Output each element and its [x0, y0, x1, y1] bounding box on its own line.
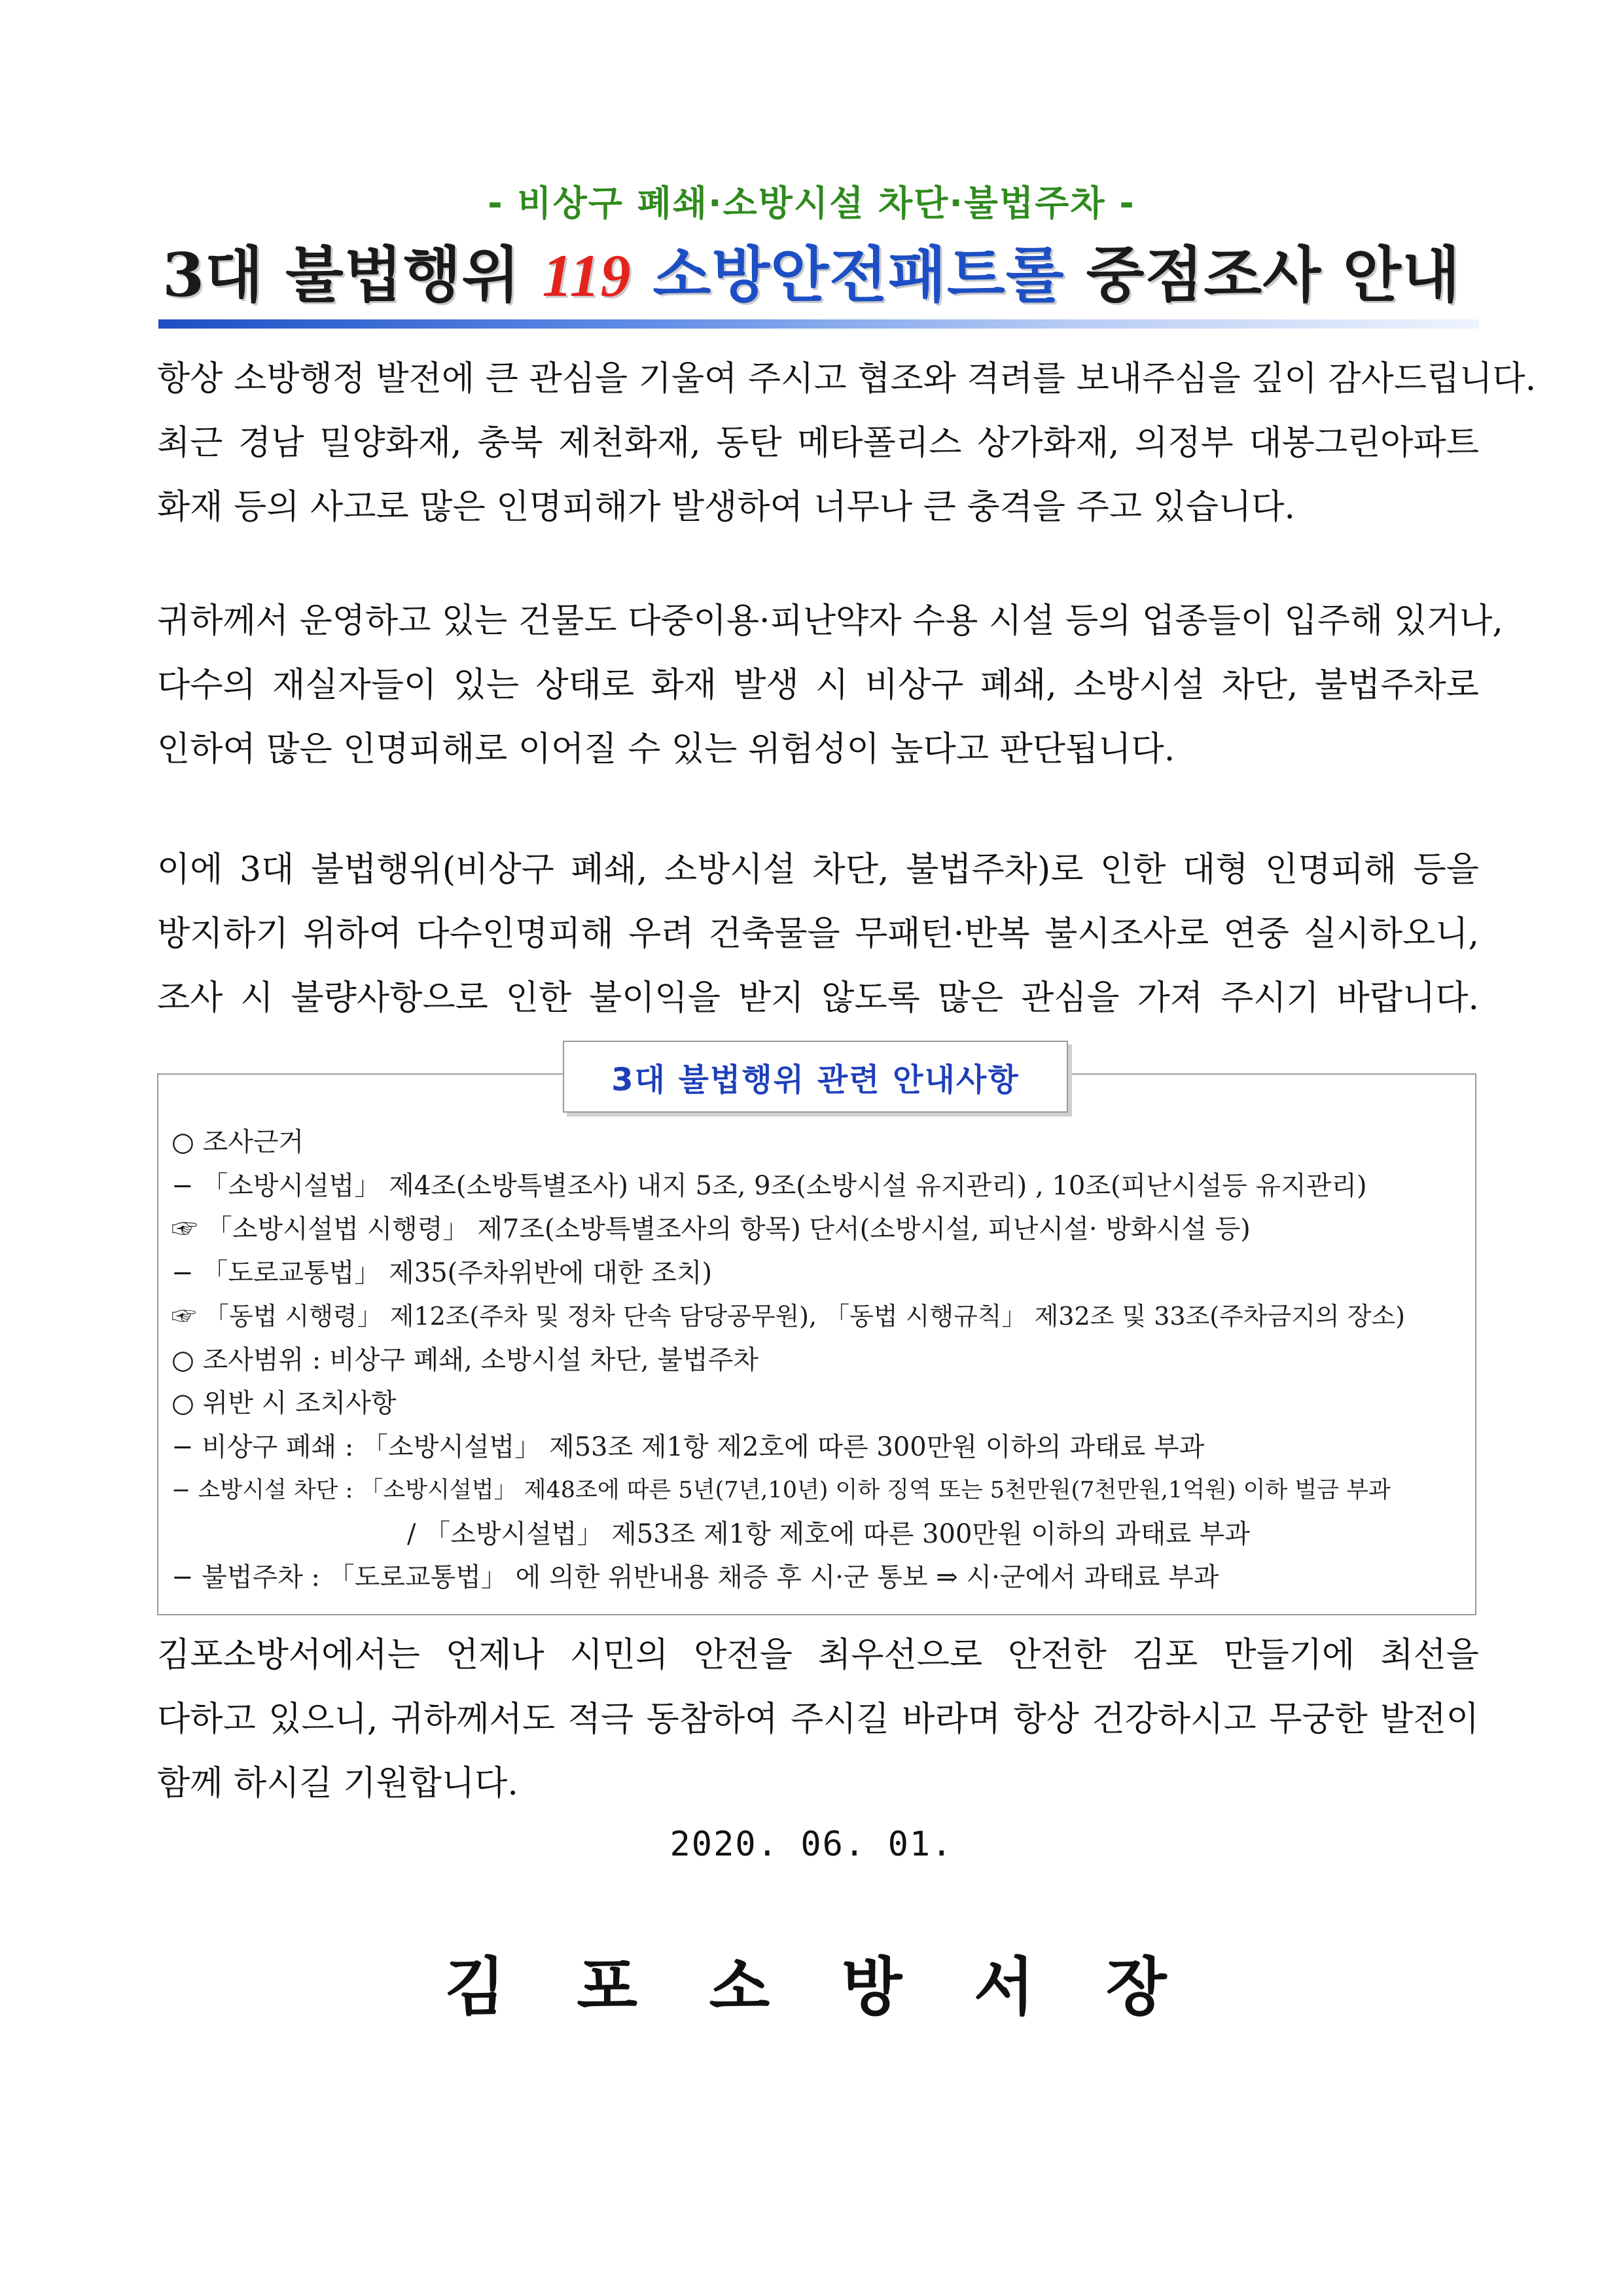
paragraph-line: 다하고 있으니, 귀하께서도 적극 동참하여 주시길 바라며 항상 건강하시고 무궁한 발전이	[157, 1700, 1479, 1739]
paragraph-line: 인하여 많은 인명피해로 이어질 수 있는 위험성이 높다고 판단됩니다.	[157, 730, 1175, 769]
info-line: − 불법주차 : 「도로교통법」 에 의한 위반내용 채증 후 시·군 통보 ⇒ 시·군에서 과태료 부과	[171, 1562, 1219, 1592]
info-line: − 소방시설 차단 : 「소방시설법」 제48조에 따른 5년(7년,10년) 이하 징역 또는 5천만원(7천만원,1억원) 이하 벌금 부과	[171, 1477, 1391, 1503]
title-part-4: 중점조사 안내	[1064, 240, 1461, 310]
title-part-119: 119	[542, 242, 632, 309]
info-line: ☞ 「소방시설법 시행령」 제7조(소방특별조사의 항목) 단서(소방시설, 피난시설· 방화시설 등)	[171, 1214, 1251, 1244]
paragraph-line: 방지하기 위하여 다수인명피해 우려 건축물을 무패턴·반복 불시조사로 연중 실시하오니,	[157, 914, 1479, 954]
paragraph-inspection	[157, 838, 1479, 1030]
document-subtitle: - 비상구 폐쇄·소방시설 차단·불법주차 -	[488, 183, 1135, 224]
paragraph-line: 조사 시 불량사항으로 인한 불이익을 받지 않도록 많은 관심을 가져 주시기 바랍니다.	[157, 978, 1479, 1018]
paragraph-line: 함께 하시길 기원합니다.	[157, 1764, 518, 1803]
info-line: ○ 조사범위 : 비상구 폐쇄, 소방시설 차단, 불법주차	[171, 1344, 758, 1375]
title-part-1: 3대 불법행위	[162, 240, 543, 310]
paragraph-line: 귀하께서 운영하고 있는 건물도 다중이용·피난약자 수용 시설 등의 업종들이 입주해 있거나,	[157, 601, 1503, 641]
info-box-content	[171, 1121, 1474, 1600]
info-line: ☞ 「동법 시행령」 제12조(주차 및 정차 단속 담당공무원), 「동법 시행규칙」 제32조 및 33조(주차금지의 장소)	[171, 1302, 1405, 1331]
info-line: / 「소방시설법」 제53조 제1항 제호에 따른 300만원 이하의 과태료 부과	[407, 1518, 1250, 1549]
paragraph-line: 이에 3대 불법행위(비상구 폐쇄, 소방시설 차단, 불법주차)로 인한 대형 인명피해 등을	[157, 850, 1479, 889]
info-line: − 「소방시설법」 제4조(소방특별조사) 내지 5조, 9조(소방시설 유지관리) , 10조(피난시설등 유지관리)	[171, 1170, 1367, 1201]
title-underline-bar	[158, 319, 1479, 329]
info-box-title: 3대 불법행위 관련 안내사항	[563, 1041, 1068, 1113]
document-date: 2020. 06. 01.	[669, 1825, 954, 1864]
info-line: ○ 위반 시 조치사항	[171, 1388, 397, 1418]
info-line: ○ 조사근거	[171, 1127, 304, 1157]
paragraph-line: 최근 경남 밀양화재, 충북 제천화재, 동탄 메타폴리스 상가화재, 의정부 대봉그린아파트	[157, 423, 1479, 463]
paragraph-intro	[157, 347, 1537, 539]
paragraph-line: 항상 소방행정 발전에 큰 관심을 기울여 주시고 협조와 격려를 보내주심을 깊이 감사드립니다.	[157, 359, 1537, 399]
signature: 김 포 소 방 서 장	[444, 1950, 1179, 2024]
paragraph-closing	[157, 1623, 1479, 1816]
paragraph-line: 다수의 재실자들이 있는 상태로 화재 발생 시 비상구 폐쇄, 소방시설 차단, 불법주차로	[157, 666, 1479, 705]
paragraph-line: 김포소방서에서는 언제나 시민의 안전을 최우선으로 안전한 김포 만들기에 최선을	[157, 1636, 1479, 1675]
info-line: − 「도로교통법」 제35(주차위반에 대한 조치)	[171, 1257, 713, 1288]
paragraph-risk	[157, 589, 1503, 781]
paragraph-line: 화재 등의 사고로 많은 인명피해가 발생하여 너무나 큰 충격을 주고 있습니다.	[157, 488, 1296, 527]
title-part-patrol: 소방안전패트롤	[631, 240, 1065, 310]
info-line: − 비상구 폐쇄 : 「소방시설법」 제53조 제1항 제2호에 따른 300만원 이하의 과태료 부과	[171, 1431, 1205, 1462]
document-title	[0, 236, 1623, 315]
